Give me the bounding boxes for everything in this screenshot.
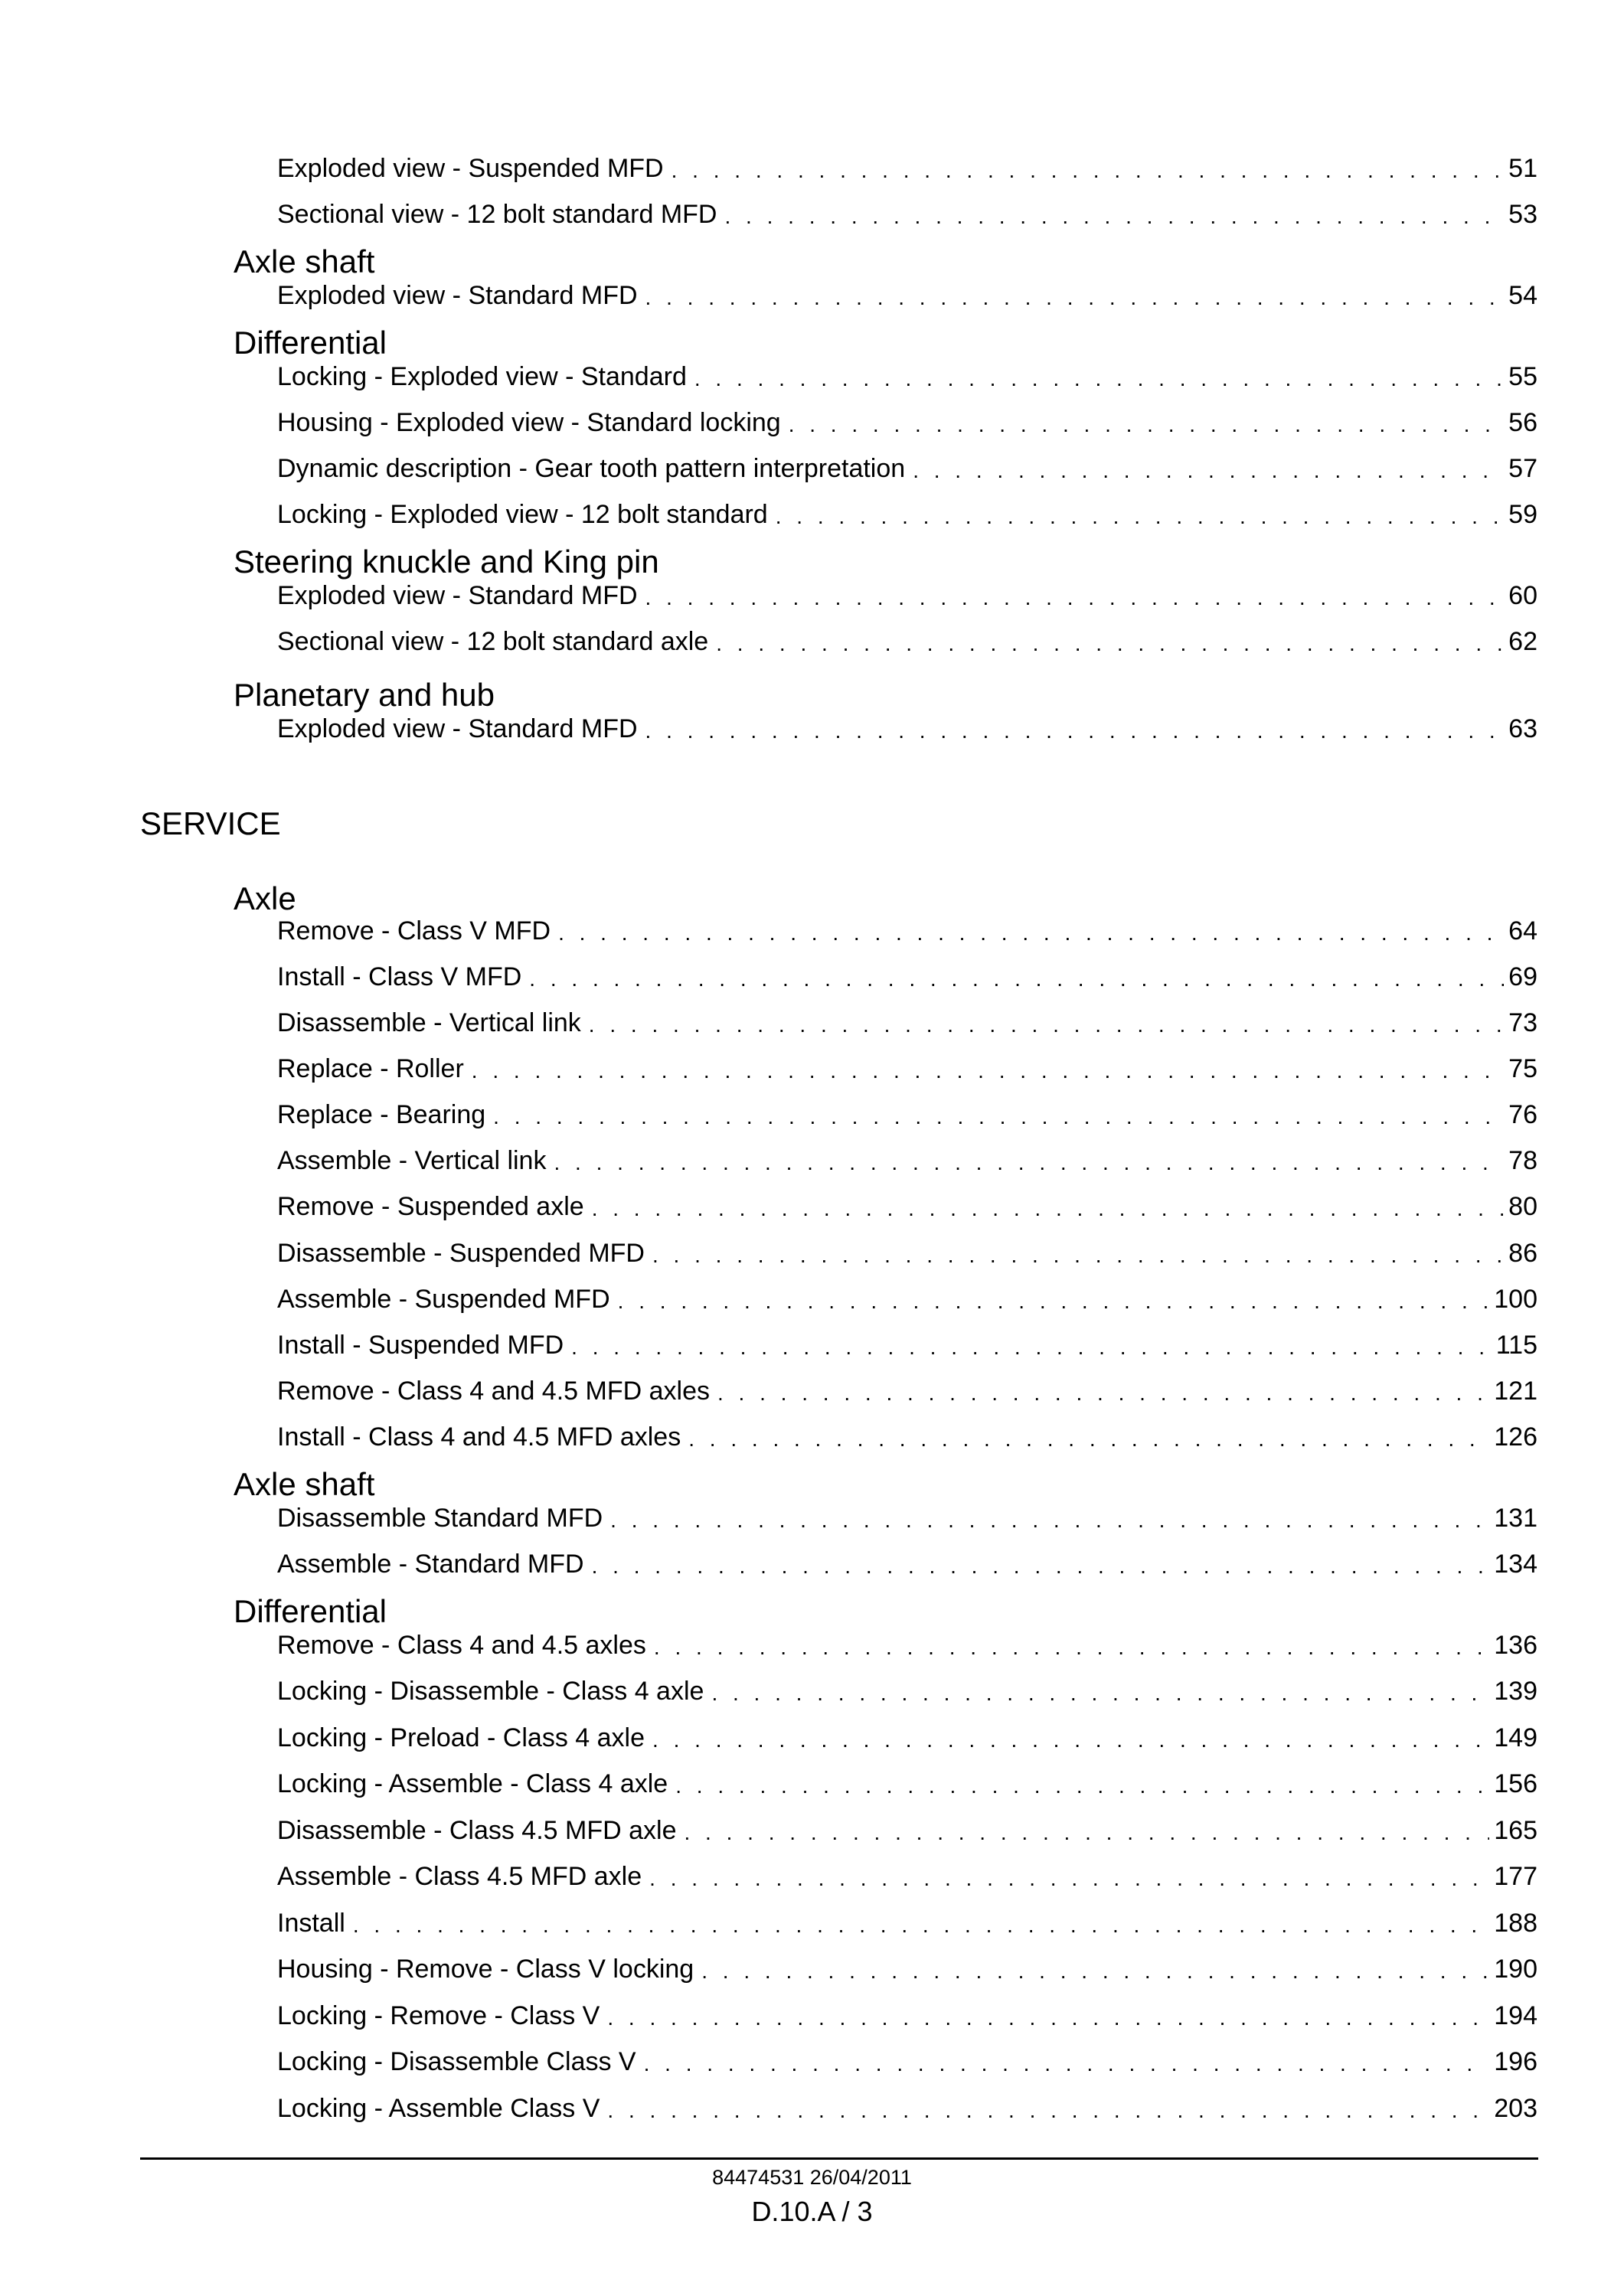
- toc-entry-label: Exploded view - Suspended MFD: [277, 154, 664, 183]
- dot-leader: [913, 458, 1504, 484]
- dot-leader: [592, 1553, 1490, 1579]
- toc-entry-label: Assemble - Suspended MFD: [277, 1285, 610, 1314]
- toc-entry-page: 131: [1494, 1504, 1537, 1533]
- toc-entry-page: 136: [1494, 1631, 1537, 1660]
- toc-entry-page: 188: [1494, 1909, 1537, 1938]
- dot-leader: [717, 1380, 1489, 1406]
- toc-entry[interactable]: [277, 1330, 1537, 1360]
- toc-entry-page: 76: [1508, 1100, 1537, 1129]
- dot-leader: [592, 1196, 1504, 1222]
- toc-entry[interactable]: [277, 1284, 1537, 1315]
- toc-entry-label: Exploded view - Standard MFD: [277, 581, 638, 610]
- toc-entry-page: 134: [1494, 1550, 1537, 1579]
- toc-entry[interactable]: [277, 199, 1537, 230]
- toc-entry-page: 60: [1508, 581, 1537, 610]
- dot-leader: [607, 2098, 1489, 2124]
- toc-entry-label: Locking - Disassemble - Class 4 axle: [277, 1677, 704, 1706]
- toc-entry[interactable]: [277, 453, 1537, 484]
- dot-leader: [688, 1426, 1489, 1452]
- toc-entry-page: 121: [1494, 1377, 1537, 1406]
- dot-leader: [654, 1635, 1489, 1661]
- toc-entry-label: Remove - Class 4 and 4.5 MFD axles: [277, 1377, 710, 1406]
- toc-entry-page: 165: [1494, 1816, 1537, 1845]
- dot-leader: [776, 504, 1504, 530]
- dot-leader: [649, 1866, 1489, 1892]
- toc-entry[interactable]: [277, 280, 1537, 311]
- toc-entry-page: 78: [1508, 1146, 1537, 1175]
- toc-entry-page: 177: [1494, 1862, 1537, 1891]
- toc-entry-page: 56: [1508, 408, 1537, 437]
- toc-entry[interactable]: [277, 1191, 1537, 1222]
- toc-entry-label: Remove - Suspended axle: [277, 1192, 584, 1221]
- dot-leader: [644, 2051, 1490, 2077]
- toc-entry-page: 156: [1494, 1769, 1537, 1798]
- toc-entry-label: Locking - Assemble - Class 4 axle: [277, 1769, 668, 1798]
- toc-entry-label: Locking - Disassemble Class V: [277, 2047, 636, 2076]
- footer-divider: [140, 2157, 1538, 2160]
- toc-subsection-heading: Planetary and hub: [234, 677, 495, 713]
- toc-entry[interactable]: [277, 626, 1537, 657]
- dot-leader: [716, 631, 1504, 657]
- dot-leader: [675, 1773, 1489, 1799]
- toc-entry[interactable]: [277, 1908, 1537, 1938]
- dot-leader: [589, 1012, 1504, 1038]
- toc-entry[interactable]: [277, 1861, 1537, 1892]
- toc-entry[interactable]: [277, 1769, 1537, 1799]
- toc-entry-label: Locking - Preload - Class 4 axle: [277, 1723, 645, 1752]
- toc-entry-page: 194: [1494, 2001, 1537, 2030]
- toc-entry-label: Remove - Class 4 and 4.5 axles: [277, 1631, 646, 1660]
- toc-entry-label: Sectional view - 12 bolt standard axle: [277, 627, 709, 656]
- toc-subsection-heading: Axle: [234, 880, 296, 916]
- toc-entry-label: Disassemble - Suspended MFD: [277, 1239, 645, 1268]
- dot-leader: [684, 1820, 1489, 1846]
- toc-entry[interactable]: [277, 1422, 1537, 1452]
- toc-entry-page: 62: [1508, 627, 1537, 656]
- toc-entry-label: Install - Suspended MFD: [277, 1331, 564, 1360]
- toc-entry-label: Install - Class V MFD: [277, 962, 522, 991]
- toc-entry[interactable]: [277, 1723, 1537, 1753]
- toc-entry[interactable]: [277, 962, 1537, 992]
- toc-entry-label: Housing - Remove - Class V locking: [277, 1955, 694, 1984]
- toc-entry-page: 80: [1508, 1192, 1537, 1221]
- dot-leader: [789, 412, 1504, 438]
- dot-leader: [607, 2005, 1489, 2031]
- dot-leader: [493, 1104, 1504, 1130]
- dot-leader: [645, 718, 1505, 744]
- toc-entry-page: 75: [1508, 1054, 1537, 1083]
- toc-entry-label: Assemble - Standard MFD: [277, 1550, 584, 1579]
- toc-entry[interactable]: [277, 2046, 1537, 2077]
- toc-entry-page: 139: [1494, 1677, 1537, 1706]
- toc-entry-page: 55: [1508, 362, 1537, 391]
- toc-entry-label: Assemble - Vertical link: [277, 1146, 547, 1175]
- toc-subsection-heading: Axle shaft: [234, 243, 375, 279]
- toc-entry-label: Exploded view - Standard MFD: [277, 281, 638, 310]
- toc-entry[interactable]: [277, 1099, 1537, 1130]
- toc-entry-label: Sectional view - 12 bolt standard MFD: [277, 200, 717, 229]
- toc-entry[interactable]: [277, 1008, 1537, 1038]
- toc-entry[interactable]: [277, 407, 1537, 438]
- toc-entry-label: Dynamic description - Gear tooth pattern interpretation: [277, 454, 906, 483]
- toc-entry[interactable]: [277, 1503, 1537, 1533]
- toc-entry[interactable]: [277, 153, 1537, 184]
- footer-page-reference: D.10.A / 3: [751, 2196, 873, 2227]
- toc-entry-page: 190: [1494, 1955, 1537, 1984]
- toc-entry[interactable]: [277, 2093, 1537, 2124]
- toc-entry[interactable]: [277, 361, 1537, 392]
- toc-entry-page: 86: [1508, 1239, 1537, 1268]
- toc-entry-page: 59: [1508, 500, 1537, 529]
- toc-entry[interactable]: [277, 916, 1537, 946]
- dot-leader: [353, 1912, 1489, 1938]
- toc-entry-label: Disassemble Standard MFD: [277, 1504, 603, 1533]
- toc-entry[interactable]: [277, 1676, 1537, 1706]
- toc-entry-page: 69: [1508, 962, 1537, 991]
- toc-entry-label: Disassemble - Vertical link: [277, 1008, 581, 1037]
- dot-leader: [652, 1243, 1504, 1269]
- toc-entry[interactable]: [277, 2000, 1537, 2031]
- toc-entry-label: Install - Class 4 and 4.5 MFD axles: [277, 1422, 681, 1452]
- dot-leader: [694, 366, 1504, 392]
- toc-entry[interactable]: [277, 1630, 1537, 1661]
- dot-leader: [472, 1058, 1504, 1084]
- toc-entry[interactable]: [277, 499, 1537, 530]
- toc-entry-label: Remove - Class V MFD: [277, 916, 551, 946]
- dot-leader: [554, 1150, 1504, 1176]
- toc-entry-page: 53: [1508, 200, 1537, 229]
- toc-entry-page: 149: [1494, 1723, 1537, 1752]
- toc-entry-page: 115: [1495, 1331, 1537, 1360]
- toc-entry-label: Locking - Assemble Class V: [277, 2094, 600, 2123]
- dot-leader: [610, 1507, 1489, 1533]
- toc-entry-page: 203: [1494, 2094, 1537, 2123]
- toc-entry-label: Replace - Bearing: [277, 1100, 486, 1129]
- toc-entry-label: Disassemble - Class 4.5 MFD axle: [277, 1816, 677, 1845]
- dot-leader: [645, 585, 1505, 611]
- toc-entry-label: Locking - Exploded view - 12 bolt standard: [277, 500, 768, 529]
- toc-entry-page: 64: [1508, 916, 1537, 946]
- toc-entry[interactable]: [277, 1053, 1537, 1084]
- dot-leader: [711, 1680, 1489, 1706]
- toc-entry-label: Housing - Exploded view - Standard locking: [277, 408, 781, 437]
- toc-entry[interactable]: [277, 714, 1537, 744]
- toc-entry[interactable]: [277, 1145, 1537, 1176]
- dot-leader: [671, 158, 1505, 184]
- toc-entry-page: 100: [1494, 1285, 1537, 1314]
- toc-entry-page: 63: [1508, 714, 1537, 743]
- toc-subsection-heading: Differential: [234, 325, 387, 361]
- toc-entry[interactable]: [277, 1376, 1537, 1406]
- toc-entry[interactable]: [277, 1238, 1537, 1269]
- toc-entry-page: 73: [1508, 1008, 1537, 1037]
- toc-subsection-heading: Differential: [234, 1593, 387, 1629]
- toc-subsection-heading: Axle shaft: [234, 1466, 375, 1502]
- toc-section-heading: SERVICE: [140, 805, 281, 841]
- dot-leader: [724, 204, 1504, 230]
- dot-leader: [645, 285, 1505, 311]
- dot-leader: [529, 966, 1504, 992]
- dot-leader: [571, 1334, 1492, 1360]
- toc-entry[interactable]: [277, 1549, 1537, 1579]
- dot-leader: [618, 1288, 1490, 1315]
- toc-subsection-heading: Steering knuckle and King pin: [234, 544, 659, 580]
- toc-entry-page: 196: [1494, 2047, 1537, 2076]
- toc-entry-label: Install: [277, 1909, 345, 1938]
- toc-entry-label: Locking - Remove - Class V: [277, 2001, 600, 2030]
- toc-entry-page: 126: [1494, 1422, 1537, 1452]
- toc-entry-page: 57: [1508, 454, 1537, 483]
- footer-document-number: 84474531 26/04/2011: [712, 2166, 912, 2189]
- toc-entry[interactable]: [277, 1815, 1537, 1846]
- toc-entry-label: Exploded view - Standard MFD: [277, 714, 638, 743]
- dot-leader: [652, 1727, 1489, 1753]
- toc-entry[interactable]: [277, 1954, 1537, 1984]
- toc-entry-label: Replace - Roller: [277, 1054, 464, 1083]
- toc-entry-label: Assemble - Class 4.5 MFD axle: [277, 1862, 642, 1891]
- toc-entry[interactable]: [277, 580, 1537, 611]
- dot-leader: [701, 1958, 1489, 1984]
- toc-entry-page: 54: [1508, 281, 1537, 310]
- toc-entry-label: Locking - Exploded view - Standard: [277, 362, 687, 391]
- dot-leader: [558, 920, 1504, 946]
- toc-entry-page: 51: [1508, 154, 1537, 183]
